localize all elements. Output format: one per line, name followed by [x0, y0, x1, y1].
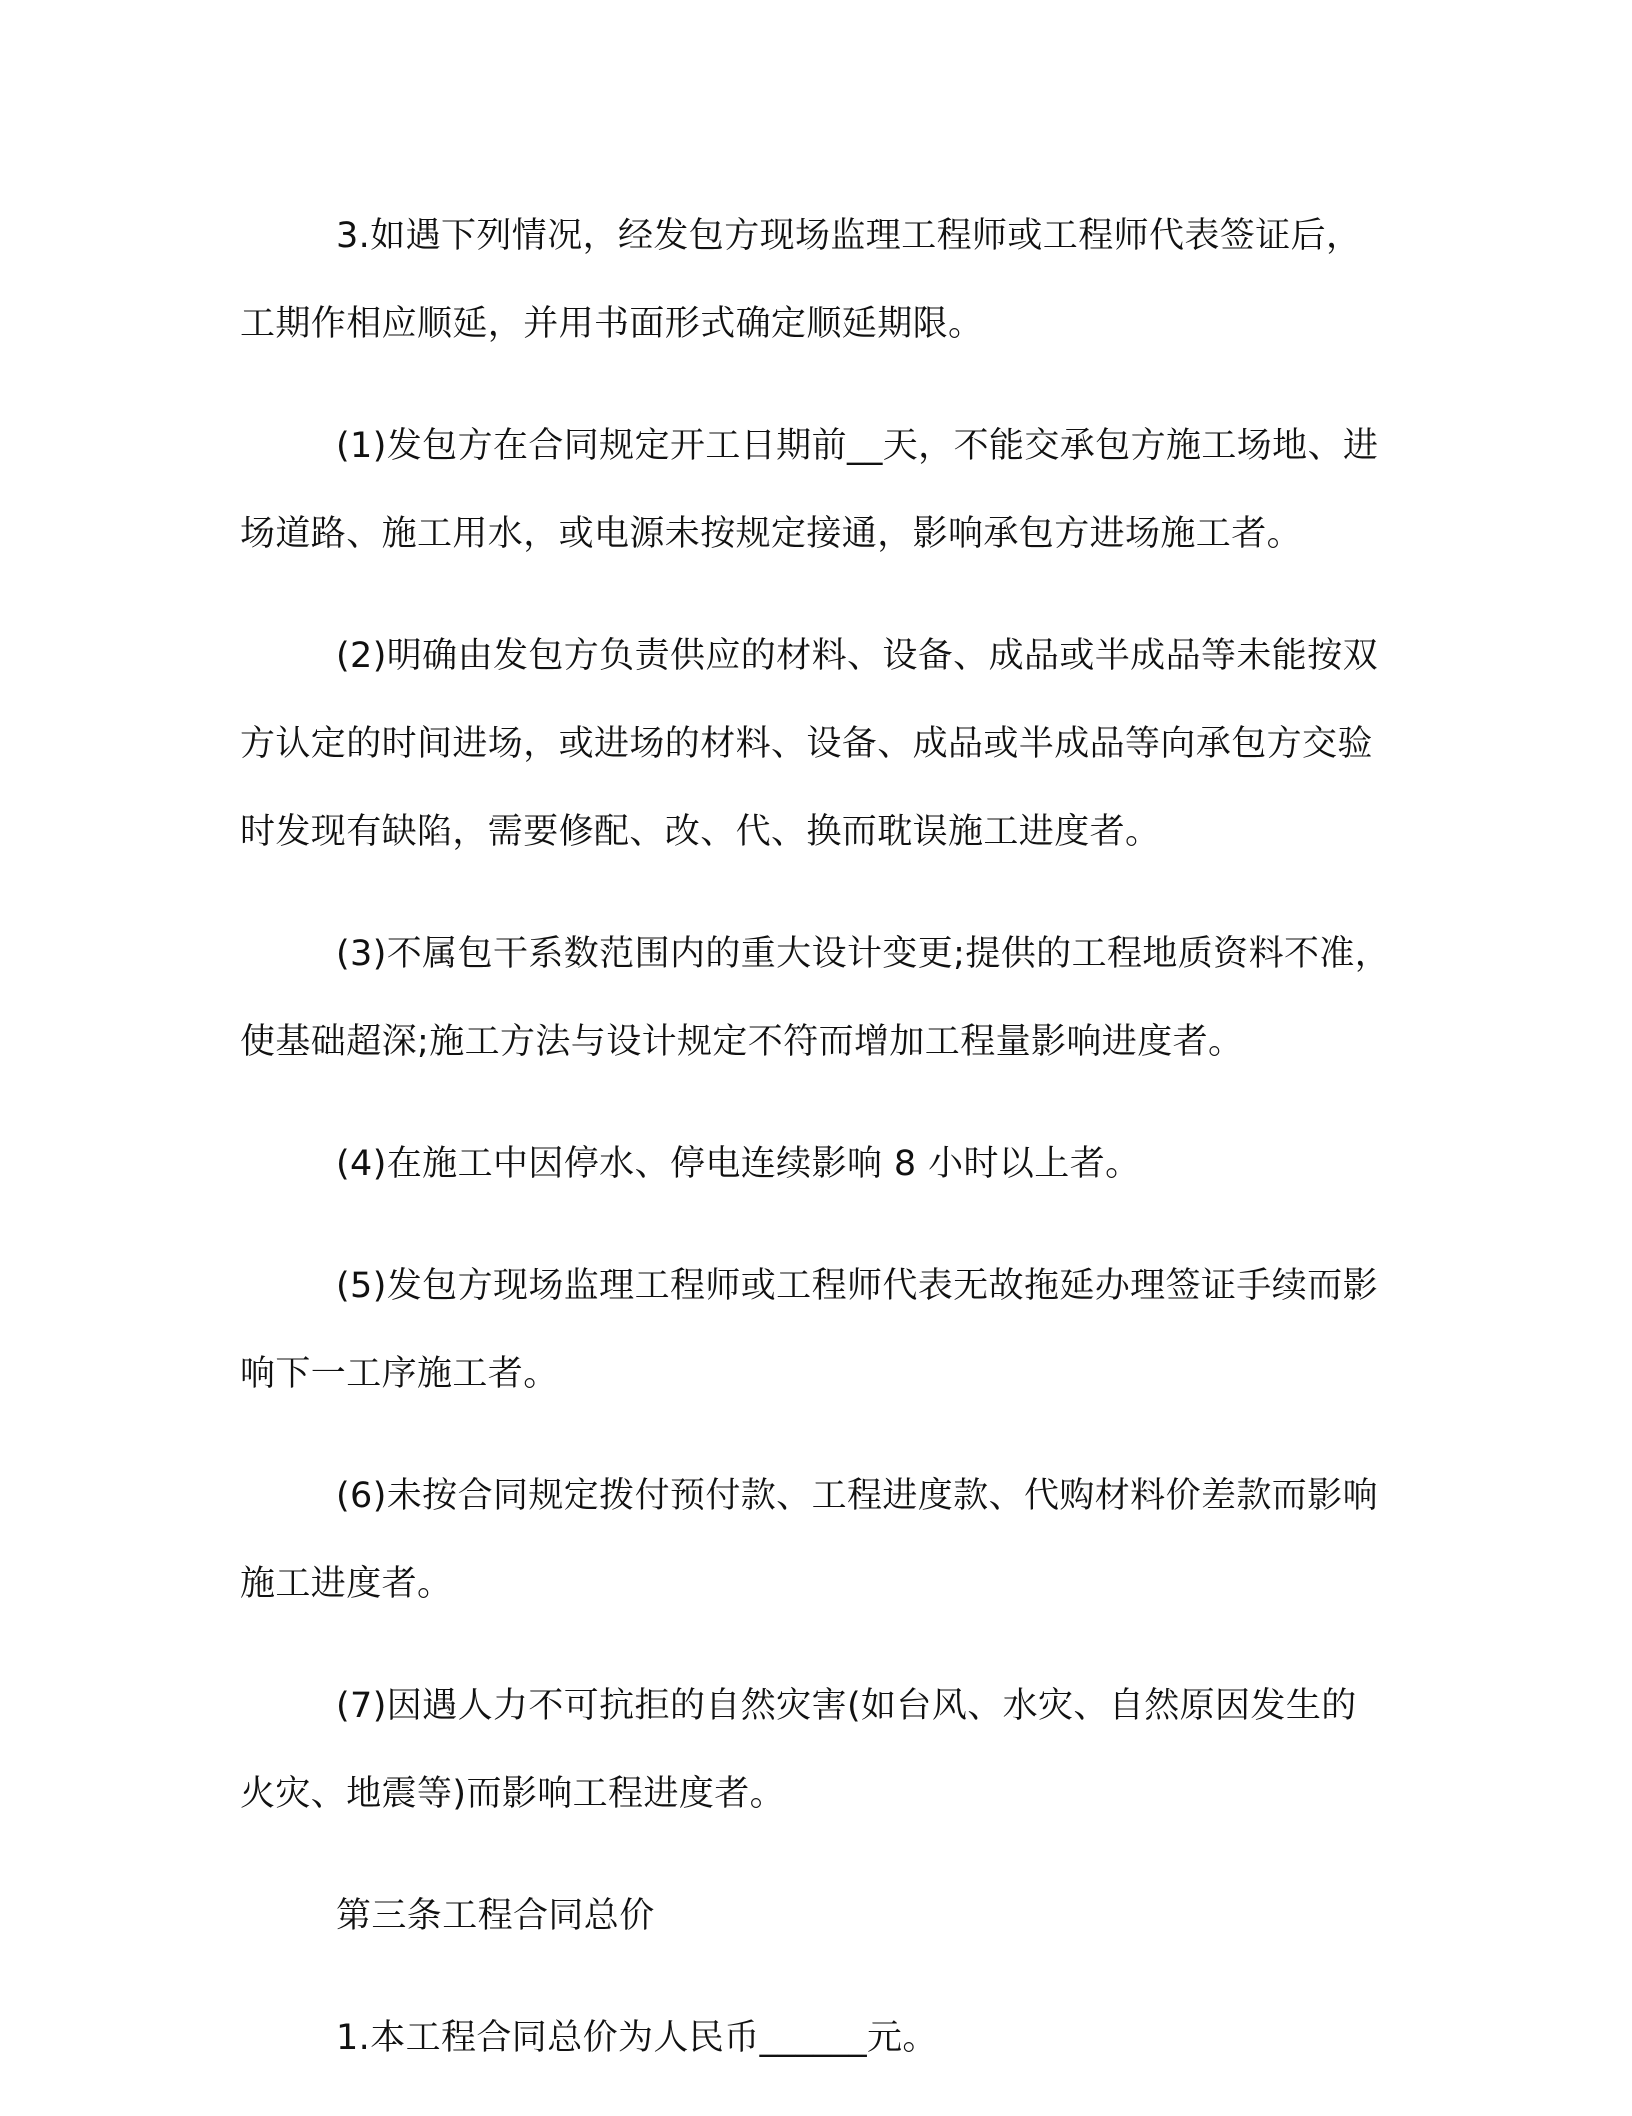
- item-7-paragraph: (7)因遇人力不可抗拒的自然灾害(如台风、水灾、自然原因发生的火灾、地震等)而影响工程进度者。: [240, 1686, 1357, 1814]
- article-3-clause-1-paragraph: 1.本工程合同总价为人民币______元。: [336, 2018, 938, 2058]
- item-5-paragraph: (5)发包方现场监理工程师或工程师代表无故拖延办理签证手续而影响下一工序施工者。: [240, 1266, 1378, 1394]
- item-3-paragraph: (3)不属包干系数范围内的重大设计变更;提供的工程地质资料不准，使基础超深;施工方法与设计规定不符而增加工程量影响进度者。: [240, 934, 1391, 1062]
- clause-3-paragraph: 3.如遇下列情况，经发包方现场监理工程师或工程师代表签证后，工期作相应顺延，并用书面形式确定顺延期限。: [240, 216, 1362, 344]
- article-3-heading: 第三条工程合同总价: [336, 1896, 655, 1936]
- item-4-paragraph: (4)在施工中因停水、停电连续影响 8 小时以上者。: [336, 1144, 1141, 1184]
- item-2-paragraph: (2)明确由发包方负责供应的材料、设备、成品或半成品等未能按双方认定的时间进场，或进场的材料、设备、成品或半成品等向承包方交验时发现有缺陷，需要修配、改、代、换而耽误施工进度者。: [240, 636, 1378, 852]
- item-1-paragraph: (1)发包方在合同规定开工日期前__天，不能交承包方施工场地、进场道路、施工用水，或电源未按规定接通，影响承包方进场施工者。: [240, 426, 1379, 554]
- item-6-paragraph: (6)未按合同规定拨付预付款、工程进度款、代购材料价差款而影响施工进度者。: [240, 1476, 1378, 1604]
- document-body: [240, 192, 1392, 2116]
